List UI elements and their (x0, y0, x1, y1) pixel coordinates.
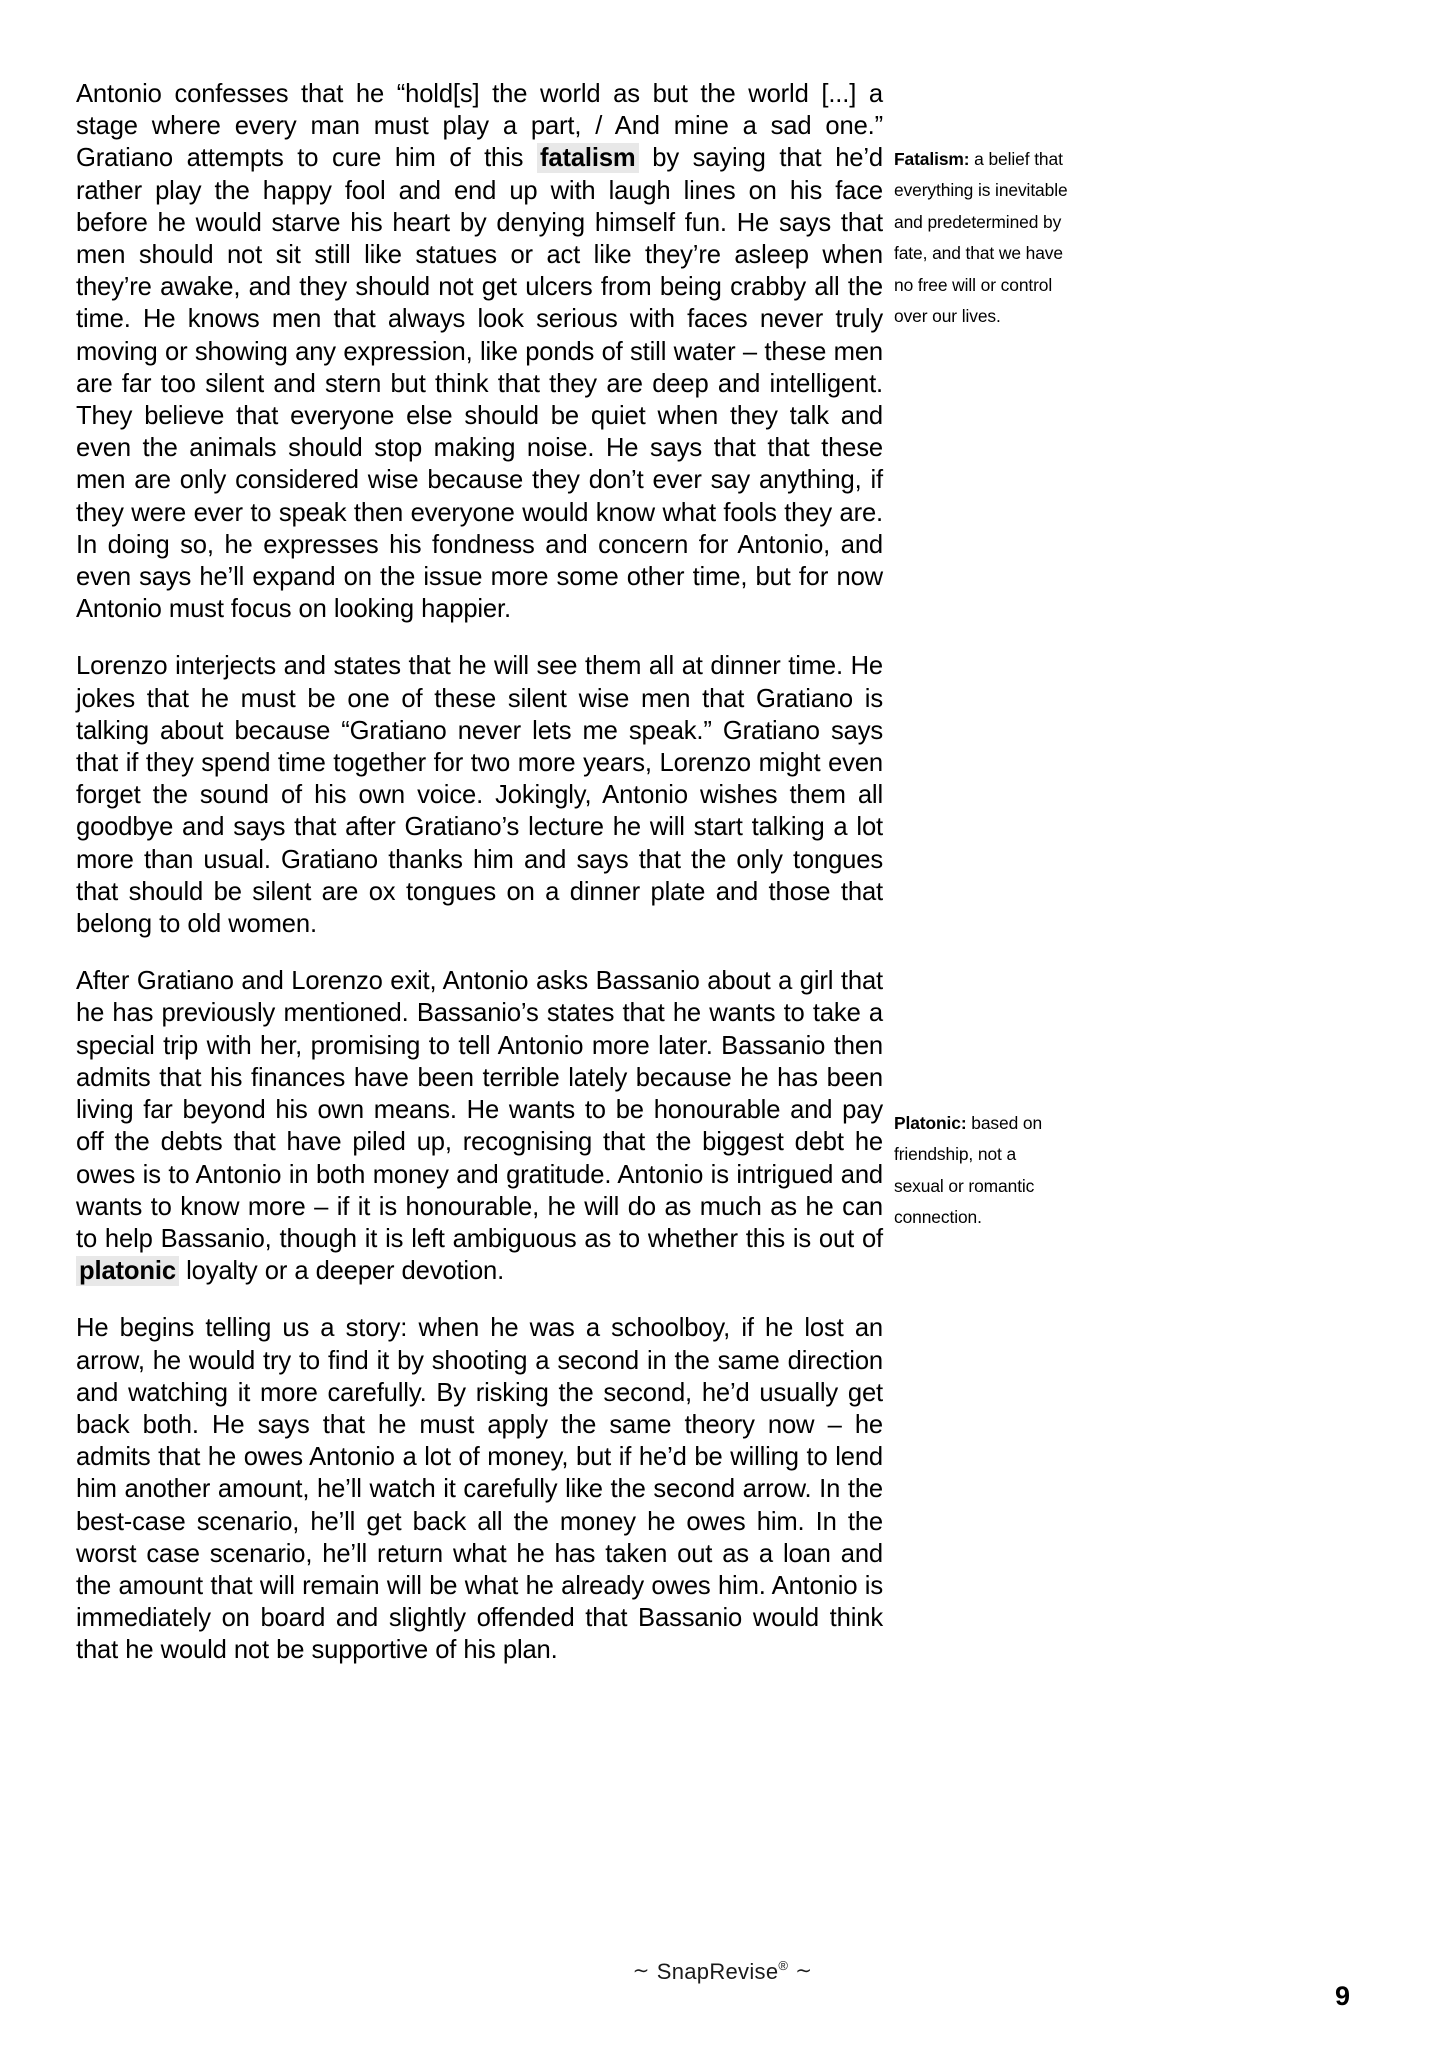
page-number: 9 (1334, 1981, 1350, 2011)
paragraph: Lorenzo interjects and states that he will see them all at dinner time. He jokes that he must be one of these silent wise men that Gratiano is talking about because “Gratiano never lets me speak.” Gratiano says that if they spend time together for two more years, Lorenzo might even forget the sound of his own voice. Jokingly, Antonio wishes them all goodbye and says that after Gratiano’s lecture he will start talking a lot more than usual. Gratiano thanks him and says that the only tongues that should be silent are ox tongues on a dinner plate and those that belong to old women. (76, 652, 883, 939)
margin-note-term: Platonic: (894, 1113, 967, 1133)
paragraph: Antonio confesses that he “hold[s] the world as but the world [...] a stage where every man must play a part, / And mine a sad one.” Gratiano attempts to cure him of this fatalism by saying that he’d rather play the happy fool and end up with laugh lines on his face before he would starve his heart by denying himself fun. He says that men should not sit still like statues or act like they’re asleep when they’re awake, and they should not get ulcers from being crabby all the time. He knows men that always look serious with faces never truly moving or showing any expression, like ponds of still water – these men are far too silent and stern but think that they are deep and intelligent. They believe that everyone else should be quiet when they talk and even the animals should stop making noise. He says that that these men are only considered wise because they don’t ever say anything, if they were ever to speak then everyone would know what fools they are. In doing so, he expresses his fondness and concern for Antonio, and even says he’ll expand on the issue more some other time, but for now Antonio must focus on looking happier. (76, 80, 883, 624)
margin-note-term: Fatalism: (894, 149, 970, 169)
brand-name: SnapRevise (656, 1959, 779, 1984)
page-footer (0, 1958, 1445, 2011)
body-text-column (76, 78, 883, 1667)
paragraph: He begins telling us a story: when he was a schoolboy, if he lost an arrow, he would try to find it by shooting a second in the same direction and watching it more carefully. By risking the second, he’d usually get back both. He says that he must apply the same theory now – he admits that he owes Antonio a lot of money, but if he’d be willing to lend him another amount, he’ll watch it carefully like the second arrow. In the best-case scenario, he’ll get back all the money he owes him. In the worst case scenario, he’ll return what he has taken out as a loan and the amount that will remain will be what he already owes him. Antonio is immediately on board and slightly offended that Bassanio would think that he would not be supportive of his plan. (76, 1314, 883, 1665)
margin-note-fatalism (894, 144, 1069, 332)
margin-note-platonic (894, 1108, 1069, 1234)
highlighted-term: fatalism (537, 143, 639, 173)
tilde-left-icon: ∼ (632, 1960, 650, 1982)
margin-note-definition: a belief that everything is inevitable and predetermined by fate, and that we have no free will or control over our lives. (894, 149, 1068, 327)
margin-note-definition: based on friendship, not a sexual or romantic connection. (894, 1113, 1043, 1228)
highlighted-term: platonic (76, 1256, 179, 1286)
paragraph: After Gratiano and Lorenzo exit, Antonio asks Bassanio about a girl that he has previously mentioned. Bassanio’s states that he wants to take a special trip with her, promising to tell Antonio more later. Bassanio then admits that his finances have been terrible lately because he has been living far beyond his own means. He wants to be honourable and pay off the debts that have piled up, recognising that the biggest debt he owes is to Antonio in both money and gratitude. Antonio is intrigued and wants to know more – if it is honourable, he will do as much as he can to help Bassanio, though it is left ambiguous as to whether this is out of platonic loyalty or a deeper devotion. (76, 967, 883, 1286)
tilde-right-icon: ∼ (795, 1960, 813, 1982)
snaprevise-logo (0, 1958, 1445, 1985)
registered-trademark-icon: ® (778, 1958, 789, 1973)
